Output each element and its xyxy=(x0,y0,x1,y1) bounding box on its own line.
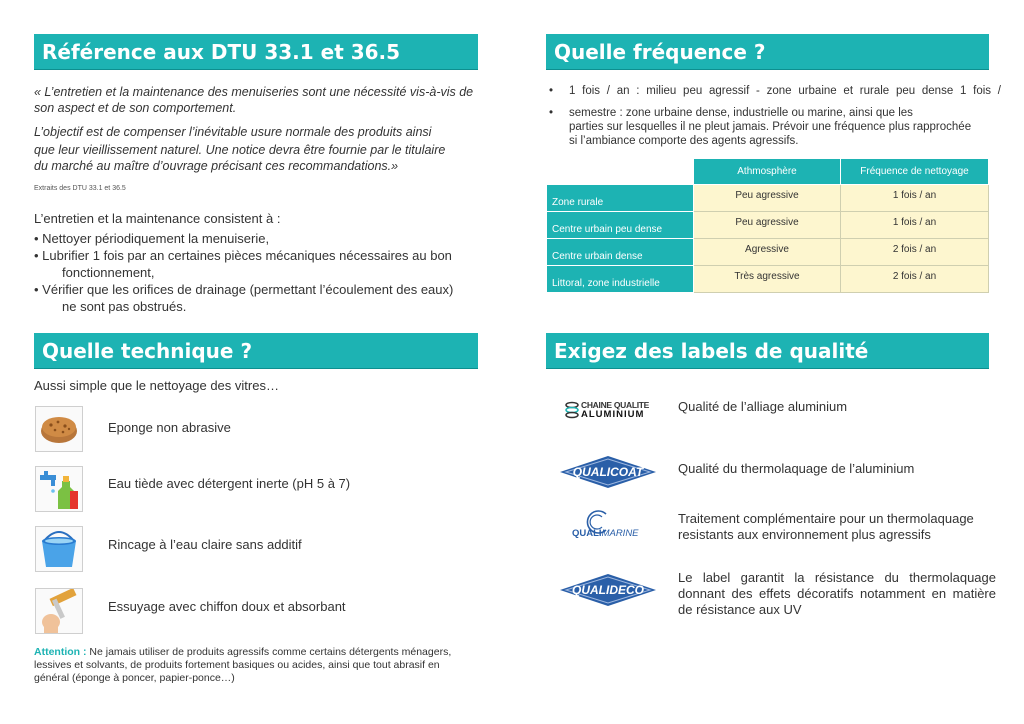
table-cell: Centre urbain peu dense xyxy=(547,212,694,239)
frequency-table xyxy=(546,158,989,293)
table-cell: Centre urbain dense xyxy=(547,239,694,266)
maintenance-list xyxy=(34,230,504,315)
attention-line: lessives et solvants, de produits fortement basiques ou acides, ainsi que tout abrasif en xyxy=(34,659,440,671)
technique-label: Essuyage avec chiffon doux et absorbant xyxy=(108,599,346,614)
logo-text: QUALIDECO xyxy=(572,583,644,597)
table-cell: Peu agressive xyxy=(694,185,841,212)
logo-text: ALUMINIUM xyxy=(581,409,645,420)
table-row xyxy=(547,212,989,239)
list-item: • Vérifier que les orifices de drainage (permettant l’écoulement des eaux) xyxy=(34,282,454,297)
technique-label: Eponge non abrasive xyxy=(108,420,231,435)
section-title-reference: Référence aux DTU 33.1 et 36.5 xyxy=(34,34,478,70)
list-item: • Nettoyer périodiquement la menuiserie, xyxy=(34,231,270,246)
frequency-bullet: • 1 fois / an : milieu peu agressif - zone urbaine et rurale peu dense 1 fois / xyxy=(549,85,1001,97)
table-cell: 1 fois / an xyxy=(841,212,989,239)
bucket-icon xyxy=(35,526,83,572)
table-cell: Zone rurale xyxy=(547,185,694,212)
table-cell: 2 fois / an xyxy=(841,239,989,266)
technique-label: Eau tiède avec détergent inerte (pH 5 à 7) xyxy=(108,476,351,491)
faucet-detergent-icon xyxy=(35,466,83,512)
quote-line: L’objectif est de compenser l’inévitable usure normale des produits ainsi xyxy=(34,125,432,139)
attention-label: Attention : xyxy=(34,646,87,658)
technique-intro: Aussi simple que le nettoyage des vitres… xyxy=(34,378,279,393)
label-description: Le label garantit la résistance du thermolaquage donnant des effets décoratifs notamment en matière de résistance aux UV xyxy=(678,570,996,617)
quote-source: Extraits des DTU 33.1 et 36.5 xyxy=(34,185,126,192)
attention-line: Attention : Ne jamais utiliser de produits agressifs comme certains détergents ménagers, xyxy=(34,646,452,658)
table-cell: 1 fois / an xyxy=(841,185,989,212)
sponge-icon xyxy=(35,406,83,452)
bullet-dot: • xyxy=(549,85,554,97)
table-cell: 2 fois / an xyxy=(841,266,989,293)
table-row xyxy=(547,185,989,212)
qualimarine-logo xyxy=(572,508,652,548)
list-item: • Lubrifier 1 fois par an certaines pièces mécaniques nécessaires au bon xyxy=(34,248,452,263)
qualicoat-logo xyxy=(560,456,656,488)
quote-line: « L’entretien et la maintenance des menuiseries sont une nécessité vis-à-vis de xyxy=(34,85,474,99)
section-title-frequence: Quelle fréquence ? xyxy=(546,34,989,70)
frequency-bullet: • semestre : zone urbaine dense, industrielle ou marine, ainsi que les parties sur lesquelles il ne pleut jamais. Prévoir une fréquence plus rapprochée si l’ambiance comporte des agents agressifs. xyxy=(549,107,972,147)
label-description: Traitement complémentaire pour un thermolaquage resistants aux environnement plus agressifs xyxy=(678,511,974,542)
logo-text: CHAINE QUALITE xyxy=(581,400,650,410)
table-cell: Peu agressive xyxy=(694,212,841,239)
section-title-technique: Quelle technique ? xyxy=(34,333,478,369)
label-description: Qualité du thermolaquage de l’aluminium xyxy=(678,461,915,476)
qualideco-logo xyxy=(560,574,656,606)
table-header-cell xyxy=(547,159,694,185)
list-item: ne sont pas obstrués. xyxy=(62,299,187,314)
table-header-row xyxy=(547,159,989,185)
table-cell: Agressive xyxy=(694,239,841,266)
table-row xyxy=(547,239,989,266)
table-row xyxy=(547,266,989,293)
logo-text: QUALICOAT xyxy=(572,465,644,479)
bullet-dot: • xyxy=(549,107,554,119)
table-header-cell: Fréquence de nettoyage xyxy=(841,159,989,185)
logo-text: QUALIMARINE xyxy=(572,528,639,539)
quote-line: que leur vieillissement naturel. Une notice devra être fournie par le titulaire xyxy=(34,143,446,157)
chaine-qualite-aluminium-logo xyxy=(565,398,661,422)
quote-line: du marché au maître d’ouvrage précisant ces recommandations.» xyxy=(34,159,399,173)
attention-line: général (éponge à poncer, papier-ponce…) xyxy=(34,672,235,684)
quote-line: son aspect et de son comportement. xyxy=(34,101,237,115)
label-description: Qualité de l’alliage aluminium xyxy=(678,399,848,414)
table-cell: Littoral, zone industrielle xyxy=(547,266,694,293)
table-cell: Très agressive xyxy=(694,266,841,293)
section-title-labels: Exigez des labels de qualité xyxy=(546,333,989,369)
maintenance-intro: L’entretien et la maintenance consistent à : xyxy=(34,211,281,226)
dtu-quote xyxy=(34,84,494,174)
table-header-cell: Athmosphère xyxy=(694,159,841,185)
attention-note xyxy=(34,646,490,685)
list-item: fonctionnement, xyxy=(62,265,155,280)
squeegee-icon xyxy=(35,588,83,634)
technique-label: Rincage à l’eau claire sans additif xyxy=(108,537,302,552)
